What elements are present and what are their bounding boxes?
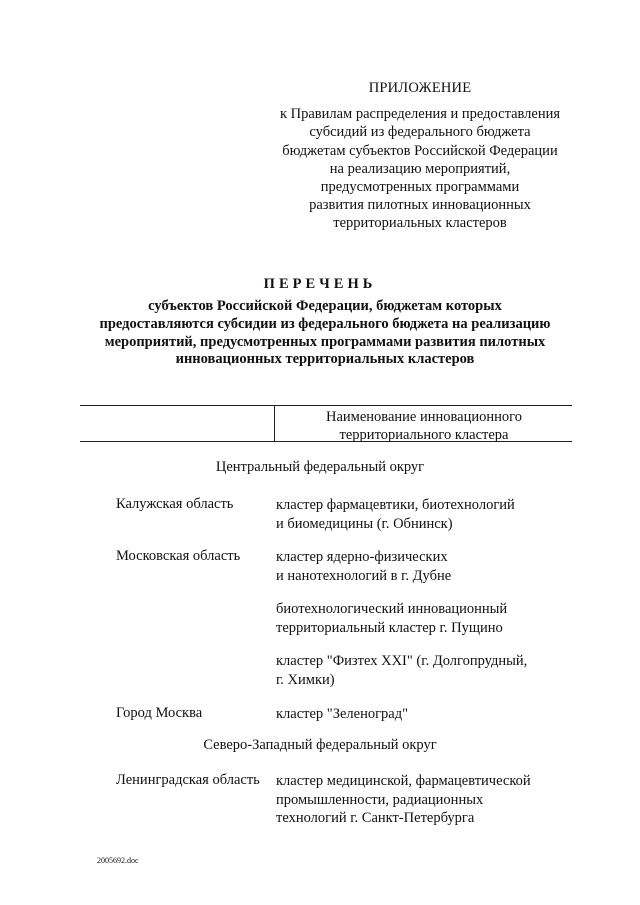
subtitle-line: предоставляются субсидии из федерального бюджета на реализацию (99, 315, 551, 332)
cluster-line: кластер фармацевтики, биотехнологий (276, 497, 515, 513)
table-header-cluster-name (276, 408, 572, 444)
appendix-line: территориальных кластеров (333, 215, 507, 232)
table-column-divider (274, 406, 275, 441)
table-header-line: Наименование инновационного (326, 409, 522, 425)
cluster-line: кластер "Физтех XXI" (г. Долгопрудный, (276, 653, 528, 669)
cluster-line: кластер медицинской, фармацевтической (276, 773, 531, 789)
appendix-block (250, 79, 590, 233)
cluster-entry (276, 772, 576, 828)
document-subtitle (80, 298, 570, 369)
appendix-line: предусмотренных программами (320, 179, 520, 196)
appendix-line: бюджетам субъектов Российской Федерации (282, 142, 558, 159)
cluster-line: г. Химки) (276, 671, 335, 688)
appendix-line: субсидий из федерального бюджета (309, 124, 531, 141)
cluster-entry (276, 600, 576, 637)
cluster-entry (276, 496, 576, 533)
table-header-line: территориального кластера (339, 427, 509, 443)
cluster-line: и биомедицины (г. Обнинск) (276, 515, 453, 532)
district-heading: Центральный федеральный округ (215, 459, 425, 475)
subtitle-line: инновационных территориальных кластеров (175, 351, 475, 368)
region-name: Город Москва (116, 705, 203, 721)
district-heading: Северо-Западный федеральный округ (203, 737, 437, 753)
cluster-line: территориальный кластер г. Пущино (276, 619, 503, 636)
table-header (80, 405, 572, 442)
cluster-line: биотехнологический инновационный (276, 601, 508, 617)
file-name-footer: 2005692.doc (97, 856, 139, 865)
appendix-line: на реализацию мероприятий, (329, 160, 511, 177)
cluster-line: технологий г. Санкт-Петербурга (276, 810, 475, 826)
cluster-line: кластер "Зеленоград" (276, 706, 409, 722)
region-name: Московская область (116, 548, 241, 564)
region-name: Калужская область (116, 496, 234, 512)
cluster-entry (276, 548, 576, 585)
cluster-line: кластер ядерно-физических (276, 549, 448, 565)
cluster-line: и нанотехнологий в г. Дубне (276, 567, 452, 584)
cluster-entry (276, 652, 576, 689)
document-title: ПЕРЕЧЕНЬ (263, 276, 377, 292)
subtitle-line: мероприятий, предусмотренных программами развития пилотных (104, 333, 546, 350)
cluster-entry (276, 705, 576, 724)
appendix-line: к Правилам распределения и предоставления (279, 106, 561, 123)
subtitle-line: субъектов Российской Федерации, бюджетам которых (148, 298, 502, 314)
appendix-line: развития пилотных инновационных (309, 197, 531, 214)
cluster-line: промышленности, радиационных (276, 791, 484, 808)
appendix-title: ПРИЛОЖЕНИЕ (368, 80, 472, 96)
region-name: Ленинградская область (116, 772, 260, 788)
